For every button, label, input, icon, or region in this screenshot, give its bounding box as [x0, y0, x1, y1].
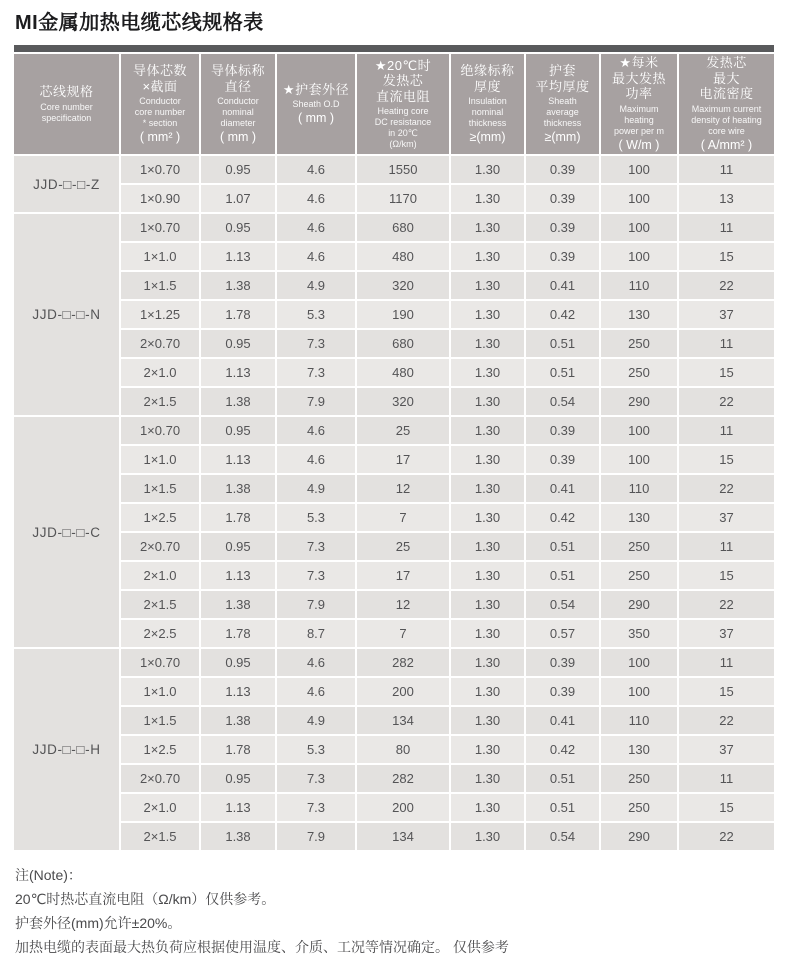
column-header-sheath-od: ★护套外径 Sheath O.D ( mm ) [277, 54, 355, 154]
column-header-cores-x-section: 导体芯数 ×截面 Conductor core number * section ( mm² ) [121, 54, 199, 154]
table-cell: 100 [601, 446, 677, 473]
table-cell: 4.6 [277, 417, 355, 444]
table-cell: 17 [357, 562, 449, 589]
table-cell: 0.39 [526, 156, 599, 183]
table-cell: 250 [601, 794, 677, 821]
table-cell: 0.95 [201, 156, 275, 183]
table-cell: 134 [357, 823, 449, 850]
table-cell: 200 [357, 794, 449, 821]
table-cell: 2×1.5 [121, 388, 199, 415]
table-cell: 130 [601, 504, 677, 531]
table-cell: 1×0.70 [121, 649, 199, 676]
table-cell: 7.3 [277, 794, 355, 821]
table-cell: 1×1.0 [121, 446, 199, 473]
table-cell: 4.9 [277, 272, 355, 299]
table-cell: 0.95 [201, 533, 275, 560]
table-cell: 8.7 [277, 620, 355, 647]
table-cell: 1.30 [451, 736, 524, 763]
table-cell: 1.30 [451, 678, 524, 705]
table-cell: 130 [601, 736, 677, 763]
table-cell: 110 [601, 475, 677, 502]
table-cell: 11 [679, 330, 774, 357]
table-cell: 100 [601, 649, 677, 676]
table-cell: 0.95 [201, 765, 275, 792]
table-cell: 22 [679, 707, 774, 734]
table-cell: 1×0.70 [121, 214, 199, 241]
table-cell: 15 [679, 678, 774, 705]
table-cell: 4.9 [277, 475, 355, 502]
table-cell: 4.6 [277, 446, 355, 473]
table-cell: 0.39 [526, 446, 599, 473]
column-header-max-current-density: 发热芯 最大 电流密度 Maximum current density of heating core wire ( A/mm² ) [679, 54, 774, 154]
table-cell: 7 [357, 620, 449, 647]
table-cell: 1170 [357, 185, 449, 212]
table-cell: 4.6 [277, 243, 355, 270]
table-cell: 290 [601, 823, 677, 850]
table-cell: 2×1.5 [121, 823, 199, 850]
table-cell: 1×0.70 [121, 417, 199, 444]
table-cell: 7.9 [277, 823, 355, 850]
table-cell: 7.3 [277, 765, 355, 792]
table-cell: 25 [357, 533, 449, 560]
table-cell: 1.30 [451, 156, 524, 183]
table-cell: 130 [601, 301, 677, 328]
table-cell: 1×2.5 [121, 736, 199, 763]
table-cell: 0.57 [526, 620, 599, 647]
table-cell: 2×1.0 [121, 794, 199, 821]
table-cell: 100 [601, 156, 677, 183]
table-cell: 7.3 [277, 359, 355, 386]
table-cell: 1.30 [451, 272, 524, 299]
table-cell: 1×0.70 [121, 156, 199, 183]
table-cell: 11 [679, 649, 774, 676]
table-cell: 5.3 [277, 504, 355, 531]
table-cell: 37 [679, 620, 774, 647]
table-cell: 4.6 [277, 649, 355, 676]
group-label: JJD-□-□-Z [14, 156, 119, 212]
table-cell: 1.13 [201, 243, 275, 270]
table-cell: 0.39 [526, 417, 599, 444]
table-cell: 1.30 [451, 823, 524, 850]
table-cell: 1×1.0 [121, 243, 199, 270]
table-cell: 11 [679, 533, 774, 560]
table-cell: 1.30 [451, 707, 524, 734]
table-top-bar [14, 45, 774, 52]
table-cell: 110 [601, 707, 677, 734]
table-cell: 1.30 [451, 649, 524, 676]
table-cell: 80 [357, 736, 449, 763]
table-cell: 7.9 [277, 591, 355, 618]
table-cell: 1×1.0 [121, 678, 199, 705]
table-cell: 2×2.5 [121, 620, 199, 647]
table-cell: 22 [679, 823, 774, 850]
table-cell: 250 [601, 562, 677, 589]
page-title: MI金属加热电缆芯线规格表 [15, 12, 264, 34]
table-cell: 320 [357, 388, 449, 415]
table-cell: 5.3 [277, 736, 355, 763]
table-cell: 1.13 [201, 446, 275, 473]
table-cell: 22 [679, 591, 774, 618]
table-cell: 100 [601, 417, 677, 444]
table-cell: 200 [357, 678, 449, 705]
table-cell: 1.07 [201, 185, 275, 212]
table-cell: 7 [357, 504, 449, 531]
table-cell: 1.38 [201, 591, 275, 618]
table-cell: 0.42 [526, 301, 599, 328]
table-cell: 7.3 [277, 533, 355, 560]
table-cell: 7.3 [277, 562, 355, 589]
table-cell: 0.54 [526, 823, 599, 850]
table-cell: 11 [679, 214, 774, 241]
table-cell: 1550 [357, 156, 449, 183]
table-cell: 2×1.0 [121, 562, 199, 589]
table-cell: 0.95 [201, 214, 275, 241]
table-cell: 1.30 [451, 533, 524, 560]
table-cell: 0.41 [526, 272, 599, 299]
table-cell: 1.38 [201, 272, 275, 299]
column-header-sheath-thickness: 护套 平均厚度 Sheath average thickness ≥(mm) [526, 54, 599, 154]
table-cell: 15 [679, 562, 774, 589]
table-cell: 1×2.5 [121, 504, 199, 531]
table-cell: 1×0.90 [121, 185, 199, 212]
table-cell: 15 [679, 794, 774, 821]
table-cell: 1.38 [201, 823, 275, 850]
table-cell: 190 [357, 301, 449, 328]
table-cell: 2×0.70 [121, 330, 199, 357]
table-cell: 1.30 [451, 330, 524, 357]
table-cell: 0.39 [526, 185, 599, 212]
note-line: 20℃时热芯直流电阻（Ω/km）仅供参考。 [15, 891, 276, 907]
table-cell: 680 [357, 330, 449, 357]
table-cell: 7.3 [277, 330, 355, 357]
table-cell: 1×1.5 [121, 475, 199, 502]
table-cell: 0.51 [526, 794, 599, 821]
table-cell: 320 [357, 272, 449, 299]
table-cell: 1.30 [451, 765, 524, 792]
column-header-dc-resistance: ★20℃时 发热芯 直流电阻 Heating core DC resistance in 20℃ (Ω/km) [357, 54, 449, 154]
table-cell: 11 [679, 765, 774, 792]
table-cell: 680 [357, 214, 449, 241]
table-cell: 17 [357, 446, 449, 473]
table-cell: 2×1.5 [121, 591, 199, 618]
table-cell: 0.41 [526, 707, 599, 734]
table-cell: 0.41 [526, 475, 599, 502]
table-cell: 250 [601, 359, 677, 386]
table-cell: 4.6 [277, 678, 355, 705]
table-cell: 1.78 [201, 620, 275, 647]
table-cell: 100 [601, 214, 677, 241]
table-cell: 4.6 [277, 156, 355, 183]
table-cell: 2×0.70 [121, 533, 199, 560]
table-cell: 37 [679, 736, 774, 763]
table-grid [14, 54, 774, 850]
table-cell: 37 [679, 504, 774, 531]
table-cell: 0.51 [526, 765, 599, 792]
table-cell: 282 [357, 649, 449, 676]
table-cell: 0.39 [526, 214, 599, 241]
table-cell: 2×1.0 [121, 359, 199, 386]
table-cell: 100 [601, 678, 677, 705]
group-label: JJD-□-□-C [14, 417, 119, 647]
table-cell: 1.30 [451, 591, 524, 618]
table-cell: 15 [679, 243, 774, 270]
table-cell: 0.51 [526, 359, 599, 386]
table-cell: 1.30 [451, 794, 524, 821]
table-cell: 22 [679, 388, 774, 415]
table-cell: 0.39 [526, 649, 599, 676]
table-cell: 1.38 [201, 475, 275, 502]
table-cell: 22 [679, 272, 774, 299]
column-header-core-spec: 芯线规格 Core number specification [14, 54, 119, 154]
table-cell: 1.13 [201, 359, 275, 386]
table-cell: 11 [679, 156, 774, 183]
table-cell: 0.39 [526, 678, 599, 705]
table-cell: 0.54 [526, 591, 599, 618]
column-header-insulation-thickness: 绝缘标称 厚度 Insulation nominal thickness ≥(mm) [451, 54, 524, 154]
table-cell: 37 [679, 301, 774, 328]
table-cell: 2×0.70 [121, 765, 199, 792]
table-cell: 250 [601, 533, 677, 560]
table-cell: 0.39 [526, 243, 599, 270]
table-cell: 1.13 [201, 678, 275, 705]
table-cell: 1×1.5 [121, 272, 199, 299]
table-cell: 0.51 [526, 330, 599, 357]
table-cell: 1×1.5 [121, 707, 199, 734]
table-cell: 1.30 [451, 301, 524, 328]
table-cell: 1.13 [201, 794, 275, 821]
table-cell: 100 [601, 243, 677, 270]
group-label: JJD-□-□-N [14, 214, 119, 415]
table-cell: 480 [357, 243, 449, 270]
table-cell: 4.6 [277, 214, 355, 241]
table-cell: 7.9 [277, 388, 355, 415]
table-cell: 0.42 [526, 736, 599, 763]
table-cell: 13 [679, 185, 774, 212]
note-line: 加热电缆的表面最大热负荷应根据使用温度、介质、工况等情况确定。 仅供参考 [15, 939, 509, 955]
table-cell: 250 [601, 330, 677, 357]
table-cell: 1×1.25 [121, 301, 199, 328]
table-cell: 1.30 [451, 359, 524, 386]
note-lines [15, 887, 776, 959]
table-cell: 480 [357, 359, 449, 386]
table-cell: 5.3 [277, 301, 355, 328]
table-cell: 1.30 [451, 620, 524, 647]
table-cell: 4.9 [277, 707, 355, 734]
table-cell: 1.30 [451, 185, 524, 212]
table-cell: 1.30 [451, 388, 524, 415]
table-cell: 0.95 [201, 330, 275, 357]
table-cell: 1.78 [201, 736, 275, 763]
table-cell: 4.6 [277, 185, 355, 212]
table-cell: 12 [357, 475, 449, 502]
table-cell: 1.30 [451, 562, 524, 589]
table-cell: 0.51 [526, 562, 599, 589]
table-cell: 350 [601, 620, 677, 647]
table-cell: 110 [601, 272, 677, 299]
group-label: JJD-□-□-H [14, 649, 119, 850]
table-cell: 100 [601, 185, 677, 212]
column-header-conductor-diameter: 导体标称 直径 Conductor nominal diameter ( mm ) [201, 54, 275, 154]
table-cell: 15 [679, 359, 774, 386]
note-line: 护套外径(mm)允许±20%。 [15, 915, 182, 931]
table-cell: 25 [357, 417, 449, 444]
table-cell: 1.38 [201, 707, 275, 734]
table-cell: 134 [357, 707, 449, 734]
table-cell: 1.30 [451, 417, 524, 444]
table-cell: 290 [601, 591, 677, 618]
table-cell: 282 [357, 765, 449, 792]
spec-table [14, 45, 776, 850]
column-header-max-power: ★每米 最大发热 功率 Maximum heating power per m ( W/m ) [601, 54, 677, 154]
table-cell: 15 [679, 446, 774, 473]
note-heading: 注(Note)： [15, 867, 82, 883]
table-cell: 0.51 [526, 533, 599, 560]
notes-section [15, 863, 776, 959]
table-cell: 1.78 [201, 301, 275, 328]
table-cell: 250 [601, 765, 677, 792]
table-cell: 0.42 [526, 504, 599, 531]
table-cell: 1.78 [201, 504, 275, 531]
table-cell: 290 [601, 388, 677, 415]
table-cell: 1.30 [451, 475, 524, 502]
table-cell: 1.30 [451, 214, 524, 241]
table-cell: 1.30 [451, 504, 524, 531]
table-cell: 0.95 [201, 649, 275, 676]
table-cell: 1.38 [201, 388, 275, 415]
table-cell: 1.13 [201, 562, 275, 589]
table-cell: 22 [679, 475, 774, 502]
table-cell: 1.30 [451, 243, 524, 270]
table-cell: 0.54 [526, 388, 599, 415]
table-cell: 12 [357, 591, 449, 618]
table-cell: 11 [679, 417, 774, 444]
table-cell: 1.30 [451, 446, 524, 473]
table-cell: 0.95 [201, 417, 275, 444]
